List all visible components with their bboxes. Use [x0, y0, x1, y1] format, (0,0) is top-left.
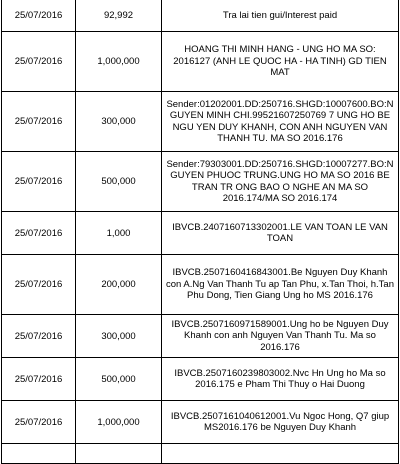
date-cell: 25/07/2016: [2, 152, 76, 212]
description-cell: Sender:79303001.DD:250716.SHGD:10007277.BO:NGUYEN PHUOC TRUNG.UNG HO MA SO 2016 BE TRAN TR ONG BAO O NGHE AN MA SO 2016.174/MA SO 2016.174: [162, 152, 399, 212]
description-cell: IBVCB.2507160239803002.Nvc Hn Ung ho Ma so 2016.175 e Pham Thi Thuy o Hai Duong: [162, 358, 399, 401]
table-row: [2, 0, 399, 32]
table-row: [2, 32, 399, 92]
table-row: [2, 315, 399, 358]
table-row: [2, 255, 399, 315]
amount-cell: 200,000: [76, 255, 162, 315]
amount-cell: 1,000: [76, 212, 162, 255]
table-row: [2, 92, 399, 152]
date-cell: 25/07/2016: [2, 315, 76, 358]
table-row: [2, 358, 399, 401]
description-cell: IBVCB.2407160713302001.LE VAN TOAN LE VAN TOAN: [162, 212, 399, 255]
description-cell: IBVCB.2507160971589001.Ung ho be Nguyen Duy Khanh con anh Nguyen Van Thanh Tu. Ma so 2016.176: [162, 315, 399, 358]
date-cell: 25/07/2016: [2, 212, 76, 255]
date-cell: 25/07/2016: [2, 255, 76, 315]
description-cell: Tra lai tien gui/Interest paid: [162, 0, 399, 32]
description-cell: HOANG THI MINH HANG - UNG HO MA SO: 2016127 (ANH LE QUOC HA - HA TINH) GD TIEN MAT: [162, 32, 399, 92]
description-cell: [162, 444, 399, 464]
table-row: [2, 152, 399, 212]
date-cell: 25/07/2016: [2, 92, 76, 152]
amount-cell: 500,000: [76, 358, 162, 401]
amount-cell: 1,000,000: [76, 401, 162, 444]
transactions-table: [1, 0, 399, 464]
amount-cell: [76, 444, 162, 464]
date-cell: 25/07/2016: [2, 401, 76, 444]
table-row: [2, 401, 399, 444]
description-cell: Sender:01202001.DD:250716.SHGD:10007600.BO:NGUYEN MINH CHI.99521607250769 7 UNG HO BE NGU YEN DUY KHANH, CON ANH NGUYEN VAN THANH TU. MA SO 2016.176: [162, 92, 399, 152]
table-row: [2, 444, 399, 464]
amount-cell: 300,000: [76, 315, 162, 358]
description-cell: IBVCB.2507160416843001.Be Nguyen Duy Khanh con A.Ng Van Thanh Tu ap Tan Phu, x.Tan Thoi, h.Tan Phu Dong, Tien Giang Ung ho MS 2016.176: [162, 255, 399, 315]
date-cell: 25/07/2016: [2, 358, 76, 401]
date-cell: 25/07/2016: [2, 0, 76, 32]
description-cell: IBVCB.2507161040612001.Vu Ngoc Hong, Q7 giup MS2016.176 be Nguyen Duy Khanh: [162, 401, 399, 444]
amount-cell: 92,992: [76, 0, 162, 32]
date-cell: [2, 444, 76, 464]
amount-cell: 1,000,000: [76, 32, 162, 92]
table-row: [2, 212, 399, 255]
amount-cell: 500,000: [76, 152, 162, 212]
date-cell: 25/07/2016: [2, 32, 76, 92]
amount-cell: 300,000: [76, 92, 162, 152]
